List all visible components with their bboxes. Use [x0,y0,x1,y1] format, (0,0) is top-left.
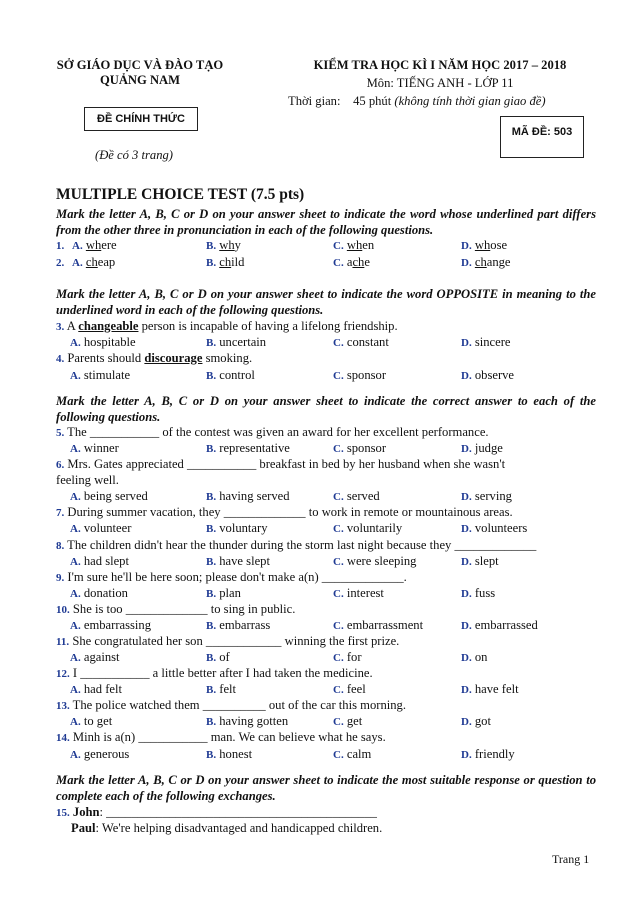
option-text: stimulate [83,368,131,382]
option-text: volunteers [474,521,528,535]
option-10d[interactable] [461,617,538,634]
option-letter: A. [70,370,81,382]
option-3c[interactable] [333,334,389,351]
option-14b[interactable] [206,746,252,763]
question-1 [56,237,64,254]
option-text: eap [97,255,116,269]
underlined-part: ch [352,255,365,269]
question-number: 4. [56,353,65,365]
speaker-paul: Paul [71,821,96,835]
test-title: MULTIPLE CHOICE TEST (7.5 pts) [56,186,305,203]
option-text: serving [474,489,512,503]
exam-title: KIỂM TRA HỌC KÌ I NĂM HỌC 2017 – 2018 [313,58,567,72]
option-2a[interactable] [72,254,115,271]
option-2d[interactable] [461,254,511,271]
option-5d[interactable] [461,440,503,457]
option-8d[interactable] [461,553,499,570]
option-3a[interactable] [70,334,136,351]
option-letter: B. [206,257,217,269]
question-3 [56,318,398,335]
option-2b[interactable] [206,254,244,271]
question-number: 3. [56,321,65,333]
question-number: 11. [56,636,70,648]
department-line1: SỞ GIÁO DỤC VÀ ĐÀO TẠO [56,58,224,72]
question-number: 9. [56,572,65,584]
option-text: to get [83,714,113,728]
question-number: 12. [56,668,70,680]
option-text: interest [346,586,384,600]
option-text: ose [490,238,508,252]
option-7d[interactable] [461,520,527,537]
option-text: had slept [83,554,129,568]
option-3d[interactable] [461,334,511,351]
question-text: Minh is a(n) ___________ man. We can believe what he says. [72,730,386,744]
option-text: a [346,255,353,269]
option-letter: C. [333,370,344,382]
option-14d[interactable] [461,746,515,763]
question-9 [56,569,407,586]
option-text: had felt [83,682,122,696]
option-13a[interactable] [70,713,112,730]
option-12c[interactable] [333,681,366,698]
option-12d[interactable] [461,681,519,698]
option-11a[interactable] [70,649,120,666]
option-letter: C. [333,257,344,269]
option-letter: B. [206,620,217,632]
subject-line: Môn: TIẾNG ANH - LỚP 11 [366,76,514,90]
option-letter: A. [70,556,81,568]
question-number: 6. [56,459,65,471]
option-text: feel [346,682,366,696]
page-number: Trang 1 [552,852,590,866]
option-letter: A. [70,523,81,535]
option-letter: B. [206,370,217,382]
option-text: embarrassment [346,618,424,632]
option-letter: D. [461,556,472,568]
option-letter: B. [206,716,217,728]
option-11d[interactable] [461,649,487,666]
option-text: have slept [219,554,270,568]
section-pronunciation-instruction: Mark the letter A, B, C or D on your answer sheet to indicate the word whose underlined part differs from the other three in pronunciation in each of the following questions. [56,207,596,237]
option-text: embarrass [219,618,271,632]
department-line2: QUẢNG NAM [99,73,181,87]
option-letter: C. [333,491,344,503]
option-text: ere [101,238,117,252]
question-6-continued: feeling well. [56,473,119,487]
question-8 [56,537,536,554]
question-number: 2. [56,257,65,269]
option-letter: D. [461,337,472,349]
question-text: : ___________________________________________ [99,805,377,819]
option-text: volunteer [83,521,132,535]
option-text: hospitable [83,335,136,349]
option-letter: A. [70,716,81,728]
option-11c[interactable] [333,649,362,666]
exam-code-box [500,116,584,158]
question-text: During summer vacation, they _____________ to work in remote or mountainous areas. [67,505,513,519]
option-4c[interactable] [333,367,386,384]
option-13d[interactable] [461,713,491,730]
option-text: representative [219,441,290,455]
option-text: e [364,255,370,269]
speaker-john: John [72,805,100,819]
option-letter: D. [461,523,472,535]
option-1d[interactable] [461,237,507,254]
option-text: ild [231,255,245,269]
option-14a[interactable] [70,746,129,763]
option-14c[interactable] [333,746,371,763]
option-text: honest [219,747,253,761]
option-letter: C. [333,716,344,728]
option-text: were sleeping [346,554,417,568]
option-text: fuss [474,586,496,600]
option-text: y [234,238,241,252]
department-name [30,58,250,88]
question-text: A [66,319,79,333]
underlined-part: wh [474,238,491,252]
option-text: of [219,650,230,664]
option-letter: C. [333,588,344,600]
option-5c[interactable] [333,440,386,457]
option-9d[interactable] [461,585,495,602]
option-text: get [346,714,363,728]
question-number: 14. [56,732,70,744]
option-text: constant [346,335,389,349]
option-text: sponsor [346,441,387,455]
option-letter: A. [72,257,83,269]
option-10b[interactable] [206,617,270,634]
option-text: voluntarily [346,521,403,535]
question-14 [56,729,386,746]
option-letter: D. [461,491,472,503]
option-letter: C. [333,620,344,632]
option-letter: A. [70,491,81,503]
underlined-word: changeable [78,319,139,333]
option-9a[interactable] [70,585,128,602]
option-letter: D. [461,749,472,761]
option-letter: B. [206,337,217,349]
exam-code: MÃ ĐỀ: 503 [511,126,573,138]
option-letter: D. [461,443,472,455]
question-2 [56,254,64,271]
official-exam-label: ĐỀ CHÍNH THỨC [97,113,185,125]
option-6c[interactable] [333,488,380,505]
question-text: The children didn't hear the thunder during the storm last night because they _____________ [67,538,537,552]
option-8c[interactable] [333,553,416,570]
option-letter: B. [206,523,217,535]
option-letter: C. [333,556,344,568]
option-letter: B. [206,588,217,600]
time-value: 45 phút [353,94,392,108]
question-11 [56,633,399,650]
option-text: friendly [474,747,515,761]
option-11b[interactable] [206,649,230,666]
option-9b[interactable] [206,585,241,602]
official-exam-box [84,107,198,131]
option-letter: D. [461,620,472,632]
option-letter: D. [461,240,472,252]
question-number: 7. [56,507,65,519]
question-text: The police watched them __________ out of the car this morning. [72,698,406,712]
option-8b[interactable] [206,553,270,570]
section-correct-answer-instruction: Mark the letter A, B, C or D on your answer sheet to indicate the correct answer to each of the following questions. [56,394,596,424]
option-letter: A. [70,684,81,696]
section-exchanges-instruction: Mark the letter A, B, C or D on your answer sheet to indicate the most suitable response or question to complete each of the following exchanges. [56,773,596,803]
time-note: (không tính thời gian giao đề) [394,94,546,108]
option-letter: B. [206,749,217,761]
pages-note: (Đề có 3 trang) [95,148,173,162]
option-7a[interactable] [70,520,131,537]
question-text: I'm sure he'll be here soon; please don't make a(n) _____________. [67,570,407,584]
option-text: uncertain [219,335,267,349]
underlined-part: wh [85,238,102,252]
option-13c[interactable] [333,713,362,730]
option-text: got [474,714,491,728]
option-3b[interactable] [206,334,266,351]
option-letter: A. [70,749,81,761]
option-5a[interactable] [70,440,119,457]
option-letter: B. [206,652,217,664]
question-text: smoking. [202,351,253,365]
option-letter: C. [333,443,344,455]
option-text: control [219,368,255,382]
option-letter: B. [206,443,217,455]
option-letter: A. [70,620,81,632]
question-5 [56,424,489,441]
option-text: ange [486,255,511,269]
option-4b[interactable] [206,367,255,384]
underlined-word: discourage [144,351,203,365]
option-10a[interactable] [70,617,151,634]
option-letter: A. [70,588,81,600]
option-text: have felt [474,682,519,696]
option-text: sponsor [346,368,387,382]
question-number: 13. [56,700,70,712]
question-number: 5. [56,427,65,439]
option-letter: B. [206,556,217,568]
option-letter: A. [70,337,81,349]
question-number: 15. [56,807,70,819]
option-letter: C. [333,749,344,761]
option-1b[interactable] [206,237,241,254]
option-7b[interactable] [206,520,268,537]
option-letter: B. [206,491,217,503]
option-text: served [346,489,380,503]
option-text: felt [219,682,237,696]
option-6d[interactable] [461,488,512,505]
option-text: having gotten [219,714,289,728]
question-12 [56,665,373,682]
option-text: winner [83,441,119,455]
option-text: against [83,650,120,664]
question-7 [56,504,513,521]
option-letter: D. [461,652,472,664]
option-6b[interactable] [206,488,290,505]
time-label: Thời gian: [288,94,341,108]
question-15-reply [71,820,382,836]
option-text: embarrassed [474,618,538,632]
option-letter: C. [333,523,344,535]
option-text: being served [83,489,148,503]
option-letter: D. [461,588,472,600]
question-15 [56,804,377,821]
question-text: Parents should [67,351,145,365]
option-6a[interactable] [70,488,148,505]
option-1c[interactable] [333,237,374,254]
option-7c[interactable] [333,520,402,537]
underlined-part: ch [474,255,487,269]
question-number: 8. [56,540,65,552]
underlined-part: wh [219,238,235,252]
option-letter: C. [333,652,344,664]
option-8a[interactable] [70,553,129,570]
option-13b[interactable] [206,713,288,730]
option-text: plan [219,586,241,600]
section-opposite-instruction: Mark the letter A, B, C or D on your answer sheet to indicate the word OPPOSITE in meaning to the underlined word in each of the following questions. [56,287,596,317]
question-text: She congratulated her son ____________ winning the first prize. [72,634,400,648]
question-text: The ___________ of the contest was given an award for her excellent performance. [67,425,489,439]
option-letter: A. [70,652,81,664]
option-12b[interactable] [206,681,236,698]
option-letter: C. [333,337,344,349]
question-13 [56,697,406,714]
question-10 [56,601,295,618]
option-2c[interactable] [333,254,370,271]
option-text: for [346,650,362,664]
option-text: on [474,650,488,664]
option-10c[interactable] [333,617,423,634]
option-text: calm [346,747,372,761]
option-text: observe [474,368,515,382]
question-4 [56,350,252,367]
option-text: slept [474,554,499,568]
reply-text: : We're helping disadvantaged and handicapped children. [95,821,383,835]
option-letter: B. [206,240,217,252]
option-text: embarrassing [83,618,152,632]
question-number: 1. [56,240,65,252]
option-letter: A. [70,443,81,455]
option-text: judge [474,441,503,455]
question-text: Mrs. Gates appreciated ___________ breakfast in bed by her husband when she wasn't [67,457,506,471]
underlined-part: ch [85,255,98,269]
question-text: She is too _____________ to sing in public. [72,602,296,616]
option-text: generous [83,747,130,761]
option-12a[interactable] [70,681,122,698]
option-9c[interactable] [333,585,384,602]
question-text: person is incapable of having a lifelong friendship. [138,319,398,333]
option-4a[interactable] [70,367,130,384]
question-text: I ___________ a little better after I had taken the medicine. [72,666,373,680]
option-letter: D. [461,370,472,382]
option-letter: D. [461,684,472,696]
option-text: donation [83,586,128,600]
option-letter: C. [333,240,344,252]
option-letter: C. [333,684,344,696]
underlined-part: ch [219,255,232,269]
option-text: having served [219,489,290,503]
option-4d[interactable] [461,367,514,384]
option-letter: B. [206,684,217,696]
option-letter: D. [461,257,472,269]
option-text: en [362,238,375,252]
question-6 [56,456,505,473]
option-letter: D. [461,716,472,728]
time-line [288,94,546,109]
option-letter: A. [72,240,83,252]
option-1a[interactable] [72,237,117,254]
option-text: voluntary [219,521,268,535]
option-5b[interactable] [206,440,290,457]
option-text: sincere [474,335,511,349]
question-number: 10. [56,604,70,616]
underlined-part: wh [346,238,363,252]
